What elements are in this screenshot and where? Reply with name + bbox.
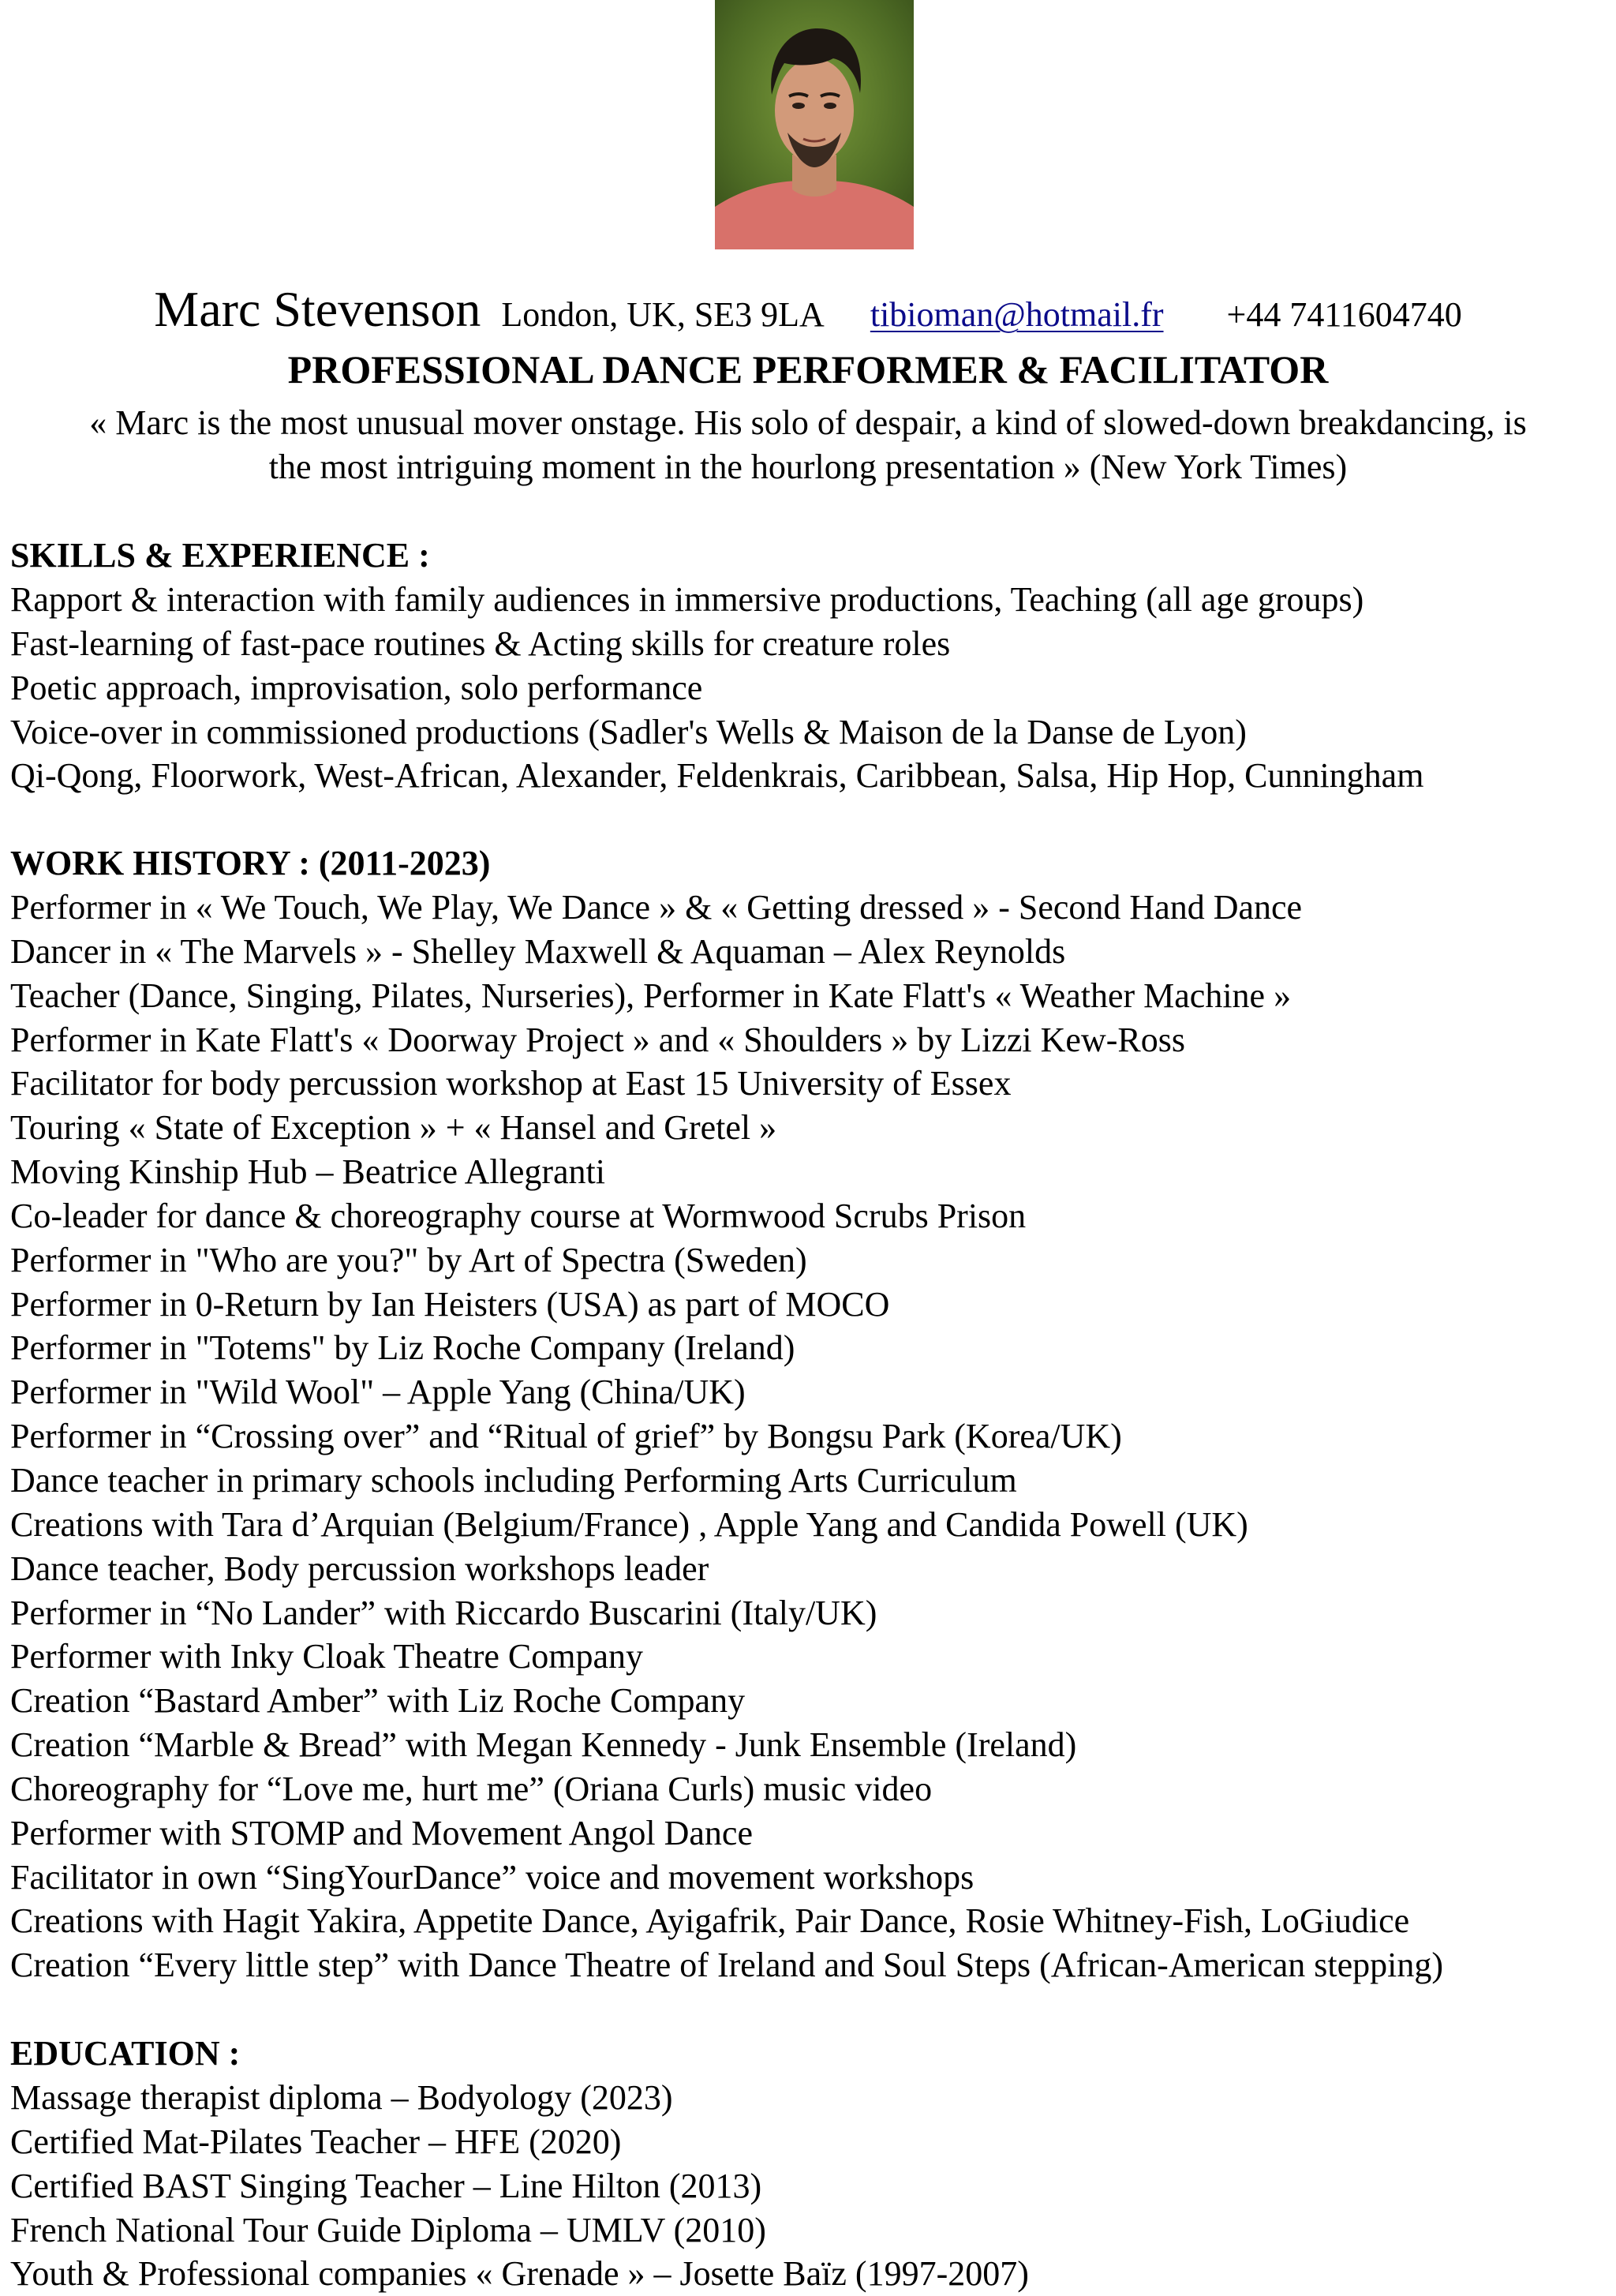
list-item: Creations with Hagit Yakira, Appetite Dance, Ayigafrik, Pair Dance, Rosie Whitney-Fish, LoGiudice <box>10 1901 1410 1941</box>
list-item: Creations with Tara d’Arquian (Belgium/France) , Apple Yang and Candida Powell (UK) <box>10 1504 1248 1544</box>
list-item: Facilitator for body percussion workshop at East 15 University of Essex <box>10 1064 1012 1103</box>
list-item: Creation “Every little step” with Dance Theatre of Ireland and Soul Steps (African-American stepping) <box>10 1946 1443 1985</box>
list-item: Co-leader for dance & choreography course at Wormwood Scrubs Prison <box>10 1196 1027 1235</box>
list-item: Moving Kinship Hub – Beatrice Allegranti <box>10 1152 605 1192</box>
location: London, UK, SE3 9LA <box>501 295 825 334</box>
list-item: Certified Mat-Pilates Teacher – HFE (2020) <box>10 2122 622 2161</box>
list-item: Voice-over in commissioned productions (Sadler's Wells & Maison de la Danse de Lyon) <box>10 712 1247 751</box>
list-item: Dance teacher in primary schools including Performing Arts Curriculum <box>10 1460 1017 1500</box>
list-item: Massage therapist diploma – Bodyology (2023) <box>10 2078 673 2117</box>
email-link[interactable]: tibioman@hotmail.fr <box>870 295 1164 334</box>
list-item: Fast-learning of fast-pace routines & Acting skills for creature roles <box>10 624 951 663</box>
press-quote-line-2: the most intriguing moment in the hourlong presentation » (New York Times) <box>268 448 1348 486</box>
section-title: WORK HISTORY : (2011-2023) <box>10 844 491 882</box>
press-quote-line-1: « Marc is the most unusual mover onstage. His solo of despair, a kind of slowed-down breakdancing, is <box>89 403 1527 442</box>
list-item: Creation “Marble & Bread” with Megan Kennedy - Junk Ensemble (Ireland) <box>10 1725 1077 1765</box>
list-item: Performer in 0-Return by Ian Heisters (USA) as part of MOCO <box>10 1284 890 1324</box>
list-item: Poetic approach, improvisation, solo performance <box>10 668 703 707</box>
list-item: Performer in Kate Flatt's « Doorway Project » and « Shoulders » by Lizzi Kew-Ross <box>10 1020 1185 1059</box>
skills-section <box>10 534 1612 798</box>
list-item: Choreography for “Love me, hurt me” (Oriana Curls) music video <box>10 1769 933 1808</box>
education-list <box>10 2076 1612 2296</box>
list-item: Dancer in « The Marvels » - Shelley Maxwell & Aquaman – Alex Reynolds <box>10 931 1066 971</box>
list-item: Performer in "Totems" by Liz Roche Company (Ireland) <box>10 1328 795 1368</box>
list-item: Dance teacher, Body percussion workshops leader <box>10 1549 709 1588</box>
list-item: Creation “Bastard Amber” with Liz Roche Company <box>10 1681 746 1721</box>
list-item: Teacher (Dance, Singing, Pilates, Nurseries), Performer in Kate Flatt's « Weather Machine » <box>10 976 1292 1015</box>
list-item: Touring « State of Exception » + « Hansel and Gretel » <box>10 1108 777 1148</box>
list-item: Facilitator in own “SingYourDance” voice and movement workshops <box>10 1857 974 1897</box>
contact-header <box>0 278 1616 341</box>
list-item: Performer with STOMP and Movement Angol Dance <box>10 1813 753 1852</box>
list-item: Performer in "Wild Wool" – Apple Yang (China/UK) <box>10 1373 746 1412</box>
section-title: SKILLS & EXPERIENCE : <box>10 536 430 575</box>
education-section <box>10 2032 1612 2296</box>
list-item: Performer with Inky Cloak Theatre Company <box>10 1637 643 1676</box>
profile-photo <box>715 0 914 249</box>
list-item: Performer in “Crossing over” and “Ritual of grief” by Bongsu Park (Korea/UK) <box>10 1417 1122 1456</box>
professional-headline: PROFESSIONAL DANCE PERFORMER & FACILITATOR <box>287 347 1329 391</box>
press-quote <box>16 401 1600 489</box>
list-item: Qi-Qong, Floorwork, West-African, Alexander, Feldenkrais, Caribbean, Salsa, Hip Hop, Cunningham <box>10 756 1424 796</box>
person-name: Marc Stevenson <box>154 281 481 337</box>
list-item: Youth & Professional companies « Grenade » – Josette Baïz (1997-2007) <box>10 2254 1029 2294</box>
list-item: Performer in "Who are you?" by Art of Spectra (Sweden) <box>10 1240 807 1279</box>
skills-list <box>10 578 1612 798</box>
list-item: Rapport & interaction with family audiences in immersive productions, Teaching (all age groups) <box>10 580 1364 619</box>
phone-number: +44 7411604740 <box>1226 295 1462 334</box>
work-history-list <box>10 886 1612 1987</box>
list-item: Performer in “No Lander” with Riccardo Buscarini (Italy/UK) <box>10 1593 877 1632</box>
work-history-section <box>10 841 1612 1987</box>
list-item: Performer in « We Touch, We Play, We Dance » & « Getting dressed » - Second Hand Dance <box>10 888 1303 927</box>
list-item: Certified BAST Singing Teacher – Line Hilton (2013) <box>10 2166 762 2205</box>
list-item: French National Tour Guide Diploma – UMLV (2010) <box>10 2210 766 2249</box>
section-title: EDUCATION : <box>10 2034 241 2073</box>
